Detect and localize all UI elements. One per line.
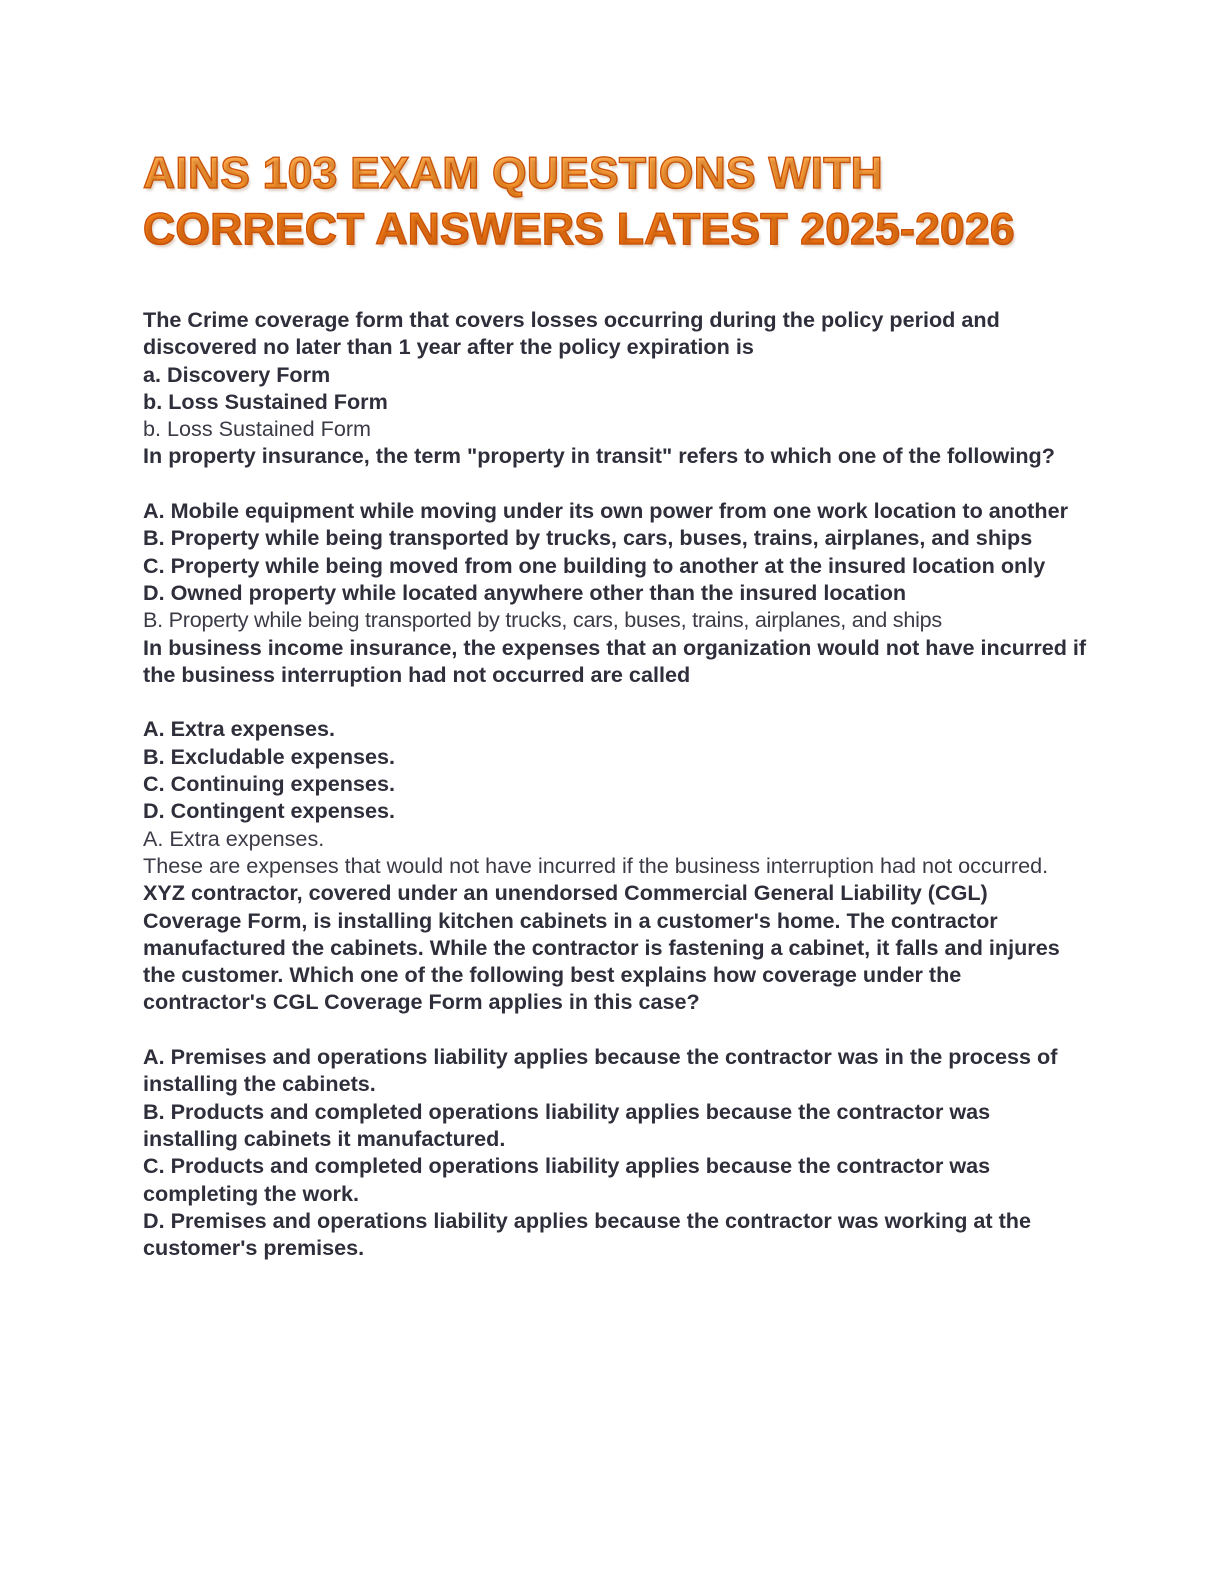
spacer [143, 470, 1088, 497]
spacer [143, 688, 1088, 715]
answer-option: B. Products and completed operations liability applies because the contractor was installing cabinets it manufactured. [143, 1098, 991, 1151]
question-block [143, 879, 1088, 1261]
question-block [143, 634, 1088, 880]
question-block [143, 442, 1088, 633]
correct-answer: B. Property while being transported by trucks, cars, buses, trains, airplanes, and ships [143, 607, 942, 633]
answer-option: A. Premises and operations liability applies because the contractor was in the process of installing the cabinets. [143, 1044, 1058, 1097]
title-line-1: AINS 103 EXAM QUESTIONS WITH [143, 149, 883, 198]
question-text: XYZ contractor, covered under an unendorsed Commercial General Liability (CGL) Coverage Form, is installing kitchen cabinets in a customer's home. The contractor manufactured the cabinets. While the contractor is fastening a cabinet, it falls and injures the customer. Which one of the following best explains how coverage under the contractor's CGL Coverage Form applies in this case? [143, 880, 1060, 1015]
answer-option: B. Property while being transported by trucks, cars, buses, trains, airplanes, and ships [143, 525, 1033, 551]
answer-option: A. Extra expenses. [143, 716, 336, 742]
document-title [143, 146, 1103, 258]
correct-answer: b. Loss Sustained Form [143, 416, 372, 442]
question-text: The Crime coverage form that covers losses occurring during the policy period and discovered no later than 1 year after the policy expiration is [143, 307, 1000, 360]
answer-option: D. Premises and operations liability applies because the contractor was working at the customer's premises. [143, 1207, 1032, 1261]
question-block [143, 306, 1088, 442]
title-line-2: CORRECT ANSWERS LATEST 2025-2026 [143, 205, 1015, 254]
answer-option: A. Mobile equipment while moving under its own power from one work location to another [143, 498, 1068, 524]
answer-option: B. Excludable expenses. [143, 743, 396, 769]
question-text: In business income insurance, the expenses that an organization would not have incurred if the business interruption had not occurred are called [143, 634, 1087, 687]
answer-option: C. Products and completed operations liability applies because the contractor was completing the work. [143, 1153, 991, 1206]
answer-option: a. Discovery Form [143, 361, 331, 387]
answer-option: b. Loss Sustained Form [143, 388, 388, 414]
question-list [143, 306, 1088, 1261]
correct-answer: A. Extra expenses. [143, 825, 325, 851]
question-text: In property insurance, the term "property in transit" refers to which one of the following? [143, 443, 1055, 469]
answer-option: C. Continuing expenses. [143, 771, 395, 797]
answer-option: C. Property while being moved from one building to another at the insured location only [143, 552, 1046, 578]
answer-option: D. Owned property while located anywhere other than the insured location [143, 579, 907, 605]
answer-option: D. Contingent expenses. [143, 798, 395, 824]
spacer [143, 1016, 1088, 1043]
answer-explanation: These are expenses that would not have incurred if the business interruption had not occurred. [143, 852, 1049, 878]
